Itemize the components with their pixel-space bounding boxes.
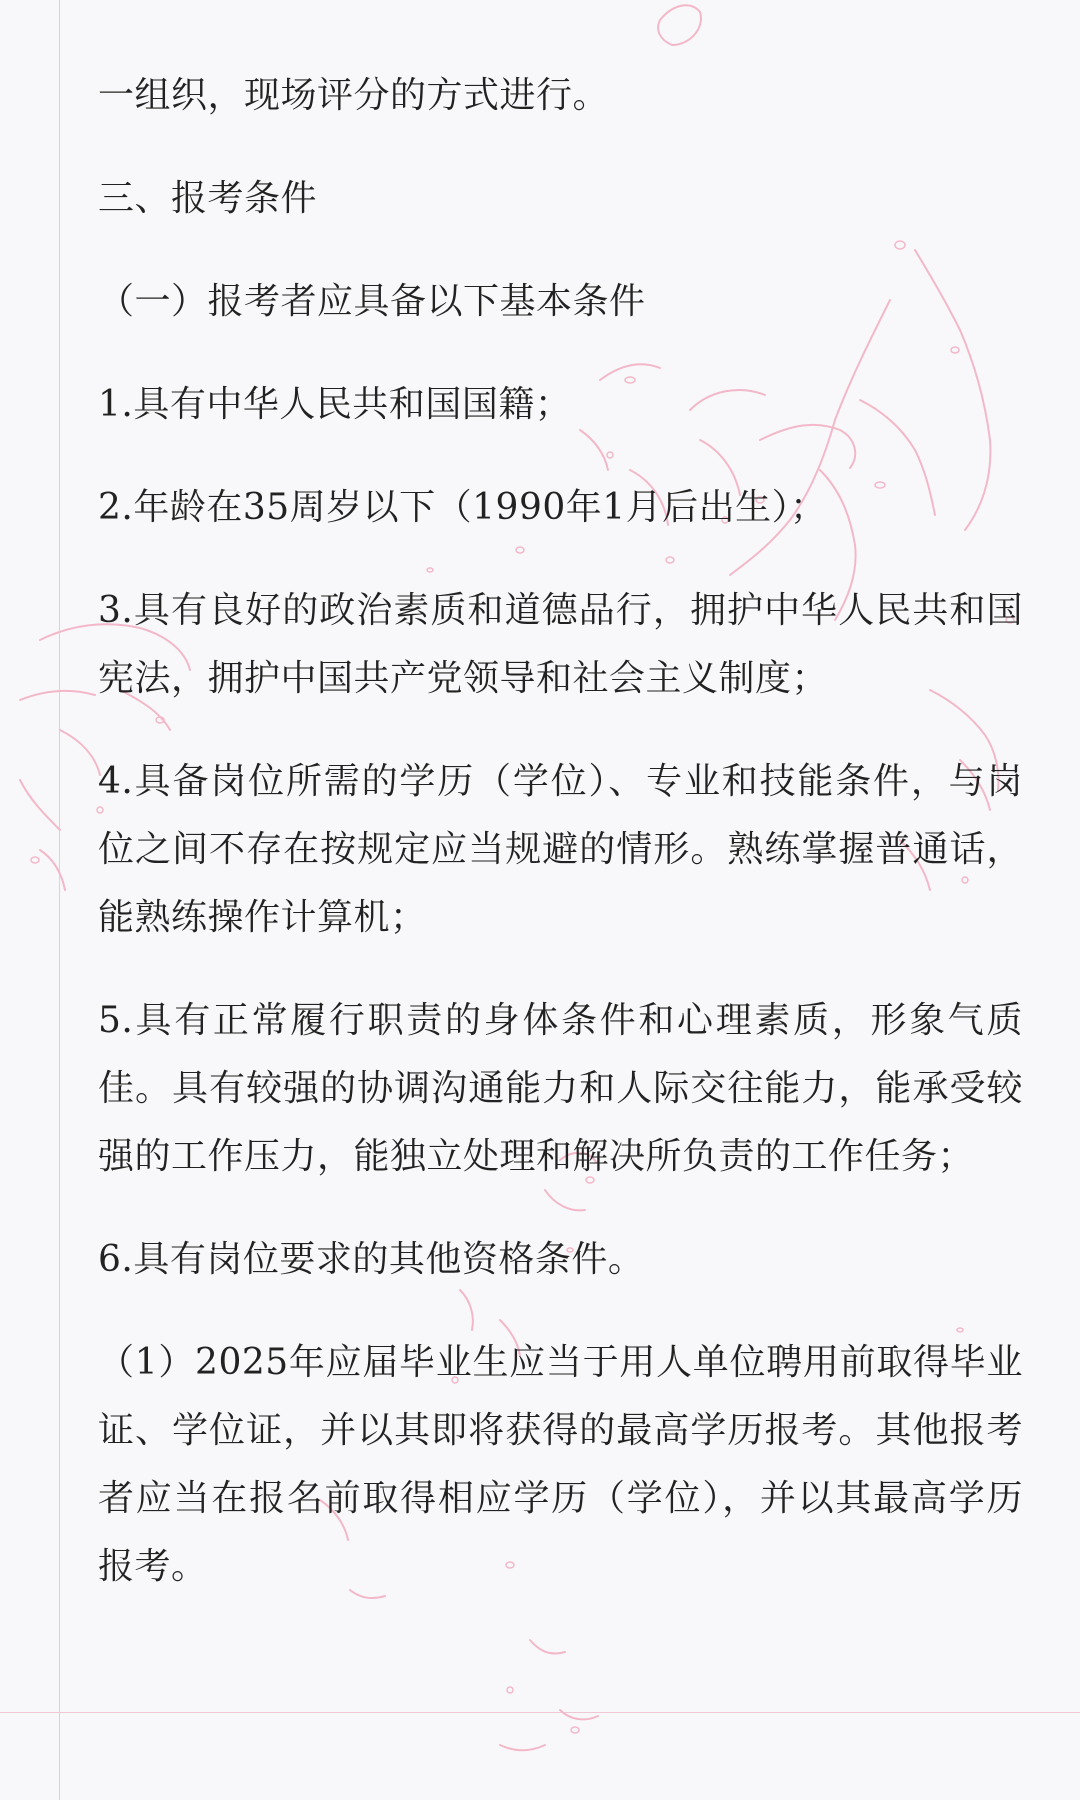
paragraph-continuation: 一组织，现场评分的方式进行。 — [98, 75, 610, 116]
condition-item-3: 3.具有良好的政治素质和道德品行，拥护中华人民共和国宪法，拥护中国共产党领导和社会主义制度； — [98, 590, 1023, 699]
condition-item-4: 4.具备岗位所需的学历（学位）、专业和技能条件，与岗位之间不存在按规定应当规避的情形。熟练掌握普通话，能熟练操作计算机； — [98, 761, 1023, 938]
condition-item-6: 6.具有岗位要求的其他资格条件。 — [98, 1239, 645, 1280]
section-heading-eligibility: 三、报考条件 — [98, 178, 318, 219]
subsection-heading-basic-conditions: （一）报考者应具备以下基本条件 — [98, 281, 646, 322]
condition-item-1: 1.具有中华人民共和国国籍； — [98, 384, 572, 425]
condition-note-1: （1）2025年应届毕业生应当于用人单位聘用前取得毕业证、学位证，并以其即将获得的最高学历报考。其他报考者应当在报名前取得相应学历（学位），并以其最高学历报考。 — [98, 1342, 1023, 1587]
document-body — [98, 62, 1023, 1636]
condition-item-2: 2.年龄在35周岁以下（1990年1月后出生）； — [98, 487, 827, 528]
condition-item-5: 5.具有正常履行职责的身体条件和心理素质，形象气质佳。具有较强的协调沟通能力和人际交往能力，能承受较强的工作压力，能独立处理和解决所负责的工作任务； — [98, 1000, 1023, 1177]
